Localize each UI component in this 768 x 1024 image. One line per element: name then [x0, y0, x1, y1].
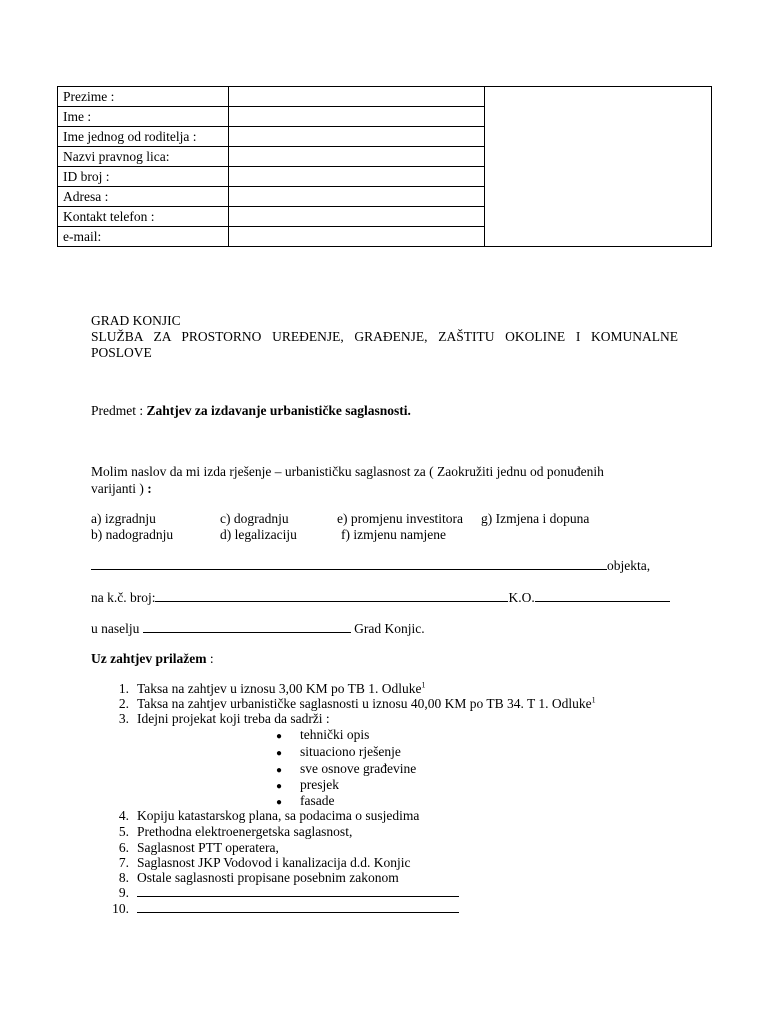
- list-text: Prethodna elektroenergetska saglasnost,: [137, 824, 353, 839]
- subject-label: Predmet :: [91, 403, 144, 418]
- list-item: [107, 885, 459, 901]
- blank-fill-line[interactable]: [137, 885, 459, 897]
- settlement-label: u naselju: [91, 621, 140, 636]
- bullet-item: [276, 744, 401, 760]
- option-e[interactable]: e) promjenu investitora: [337, 511, 463, 526]
- settlement-fill-line[interactable]: [143, 621, 351, 633]
- attachments-heading-text: Uz zahtjev prilažem: [91, 651, 207, 666]
- label-legal-entity: Nazvi pravnog lica:: [58, 147, 229, 167]
- bullet-text: sve osnove građevine: [300, 761, 417, 776]
- list-number: 5.: [118, 824, 129, 839]
- list-number: 1.: [118, 681, 129, 696]
- request-line-2: [91, 481, 152, 497]
- option-f[interactable]: f) izmjenu namjene: [341, 527, 446, 542]
- label-email: e-mail:: [58, 227, 229, 247]
- list-item: [107, 901, 459, 917]
- object-fill-line[interactable]: [91, 558, 607, 570]
- option-a[interactable]: a) izgradnju: [91, 511, 156, 526]
- label-name: Ime :: [58, 107, 229, 127]
- bullet-icon: ●: [276, 748, 283, 759]
- attachments-heading: [91, 651, 214, 667]
- ko-fill-line[interactable]: [535, 590, 670, 602]
- list-number: 6.: [118, 840, 129, 855]
- parent-name-field[interactable]: [229, 127, 485, 147]
- blank-fill-line[interactable]: [137, 901, 459, 913]
- bullet-icon: ●: [276, 765, 283, 776]
- settlement-suffix: Grad Konjic.: [354, 621, 425, 636]
- phone-field[interactable]: [229, 207, 485, 227]
- option-g[interactable]: g) Izmjena i dopuna: [481, 511, 590, 526]
- recipient-block: [91, 313, 678, 361]
- subject-title: Zahtjev za izdavanje urbanističke saglasnosti.: [146, 403, 411, 418]
- list-text: Kopiju katastarskog plana, sa podacima o susjedima: [137, 808, 420, 823]
- list-item: [107, 808, 419, 824]
- table-row: [58, 87, 712, 107]
- label-surname: Prezime :: [58, 87, 229, 107]
- list-number: 9.: [118, 885, 129, 900]
- object-line: [91, 558, 650, 574]
- list-number: 4.: [118, 808, 129, 823]
- list-number: 2.: [118, 696, 129, 711]
- request-line-2-text: varijanti ): [91, 481, 148, 496]
- department-line-2: POSLOVE: [91, 345, 152, 360]
- ko-label: K.O.: [508, 590, 535, 605]
- option-b[interactable]: b) nadogradnju: [91, 527, 174, 542]
- bullet-icon: ●: [276, 797, 283, 808]
- label-phone: Kontakt telefon :: [58, 207, 229, 227]
- list-text: Ostale saglasnosti propisane posebnim zakonom: [137, 870, 399, 885]
- list-text: Idejni projekat koji treba da sadrži :: [137, 711, 330, 726]
- list-number: 8.: [118, 870, 129, 885]
- label-parent-name: Ime jednog od roditelja :: [58, 127, 229, 147]
- surname-field[interactable]: [229, 87, 485, 107]
- list-item: [107, 855, 410, 871]
- bullet-text: fasade: [300, 793, 335, 808]
- name-field[interactable]: [229, 107, 485, 127]
- settlement-line: [91, 621, 425, 637]
- bullet-item: [276, 793, 334, 809]
- list-item: [107, 840, 279, 856]
- label-id-number: ID broj :: [58, 167, 229, 187]
- footnote-marker: 1: [591, 695, 596, 705]
- email-field[interactable]: [229, 227, 485, 247]
- attachments-heading-colon: :: [206, 651, 214, 666]
- subject-line: [91, 403, 411, 419]
- list-item: [107, 824, 352, 840]
- applicant-info-table: [57, 86, 712, 247]
- bullet-text: tehnički opis: [300, 727, 370, 742]
- list-text: Saglasnost PTT operatera,: [137, 840, 279, 855]
- department-line-1: SLUŽBA ZA PROSTORNO UREĐENJE, GRAĐENJE, ZAŠTITU OKOLINE I KOMUNALNE: [91, 329, 678, 344]
- option-c[interactable]: c) dogradnju: [220, 511, 289, 526]
- footnote-marker: 1: [421, 680, 426, 690]
- legal-entity-field[interactable]: [229, 147, 485, 167]
- parcel-label: na k.č. broj:: [91, 590, 156, 605]
- label-address: Adresa :: [58, 187, 229, 207]
- list-item: [107, 870, 399, 886]
- request-line-2-colon: :: [147, 481, 152, 496]
- bullet-item: [276, 777, 339, 793]
- list-text: Taksa na zahtjev urbanističke saglasnosti u iznosu 40,00 KM po TB 34. T 1. Odluke: [137, 696, 592, 711]
- list-text: Taksa na zahtjev u iznosu 3,00 KM po TB 1. Odluke: [137, 681, 422, 696]
- parcel-line: [91, 590, 670, 606]
- bullet-text: presjek: [300, 777, 339, 792]
- list-item: [107, 696, 596, 712]
- list-number: 3.: [118, 711, 129, 726]
- list-item: [107, 711, 330, 727]
- parcel-fill-line[interactable]: [155, 590, 508, 602]
- address-field[interactable]: [229, 187, 485, 207]
- bullet-icon: ●: [276, 781, 283, 792]
- bullet-item: [276, 761, 416, 777]
- list-number: 7.: [118, 855, 129, 870]
- id-number-field[interactable]: [229, 167, 485, 187]
- request-line-1: Molim naslov da mi izda rješenje – urbanističku saglasnost za ( Zaokružiti jednu od ponuđenih: [91, 464, 604, 479]
- bullet-icon: ●: [276, 731, 283, 742]
- city-name: GRAD KONJIC: [91, 313, 181, 328]
- photo-box: [485, 87, 712, 247]
- bullet-text: situaciono rješenje: [300, 744, 401, 759]
- object-label: objekta,: [607, 558, 651, 573]
- list-text: Saglasnost JKP Vodovod i kanalizacija d.d. Konjic: [137, 855, 411, 870]
- bullet-item: [276, 727, 369, 743]
- list-number: 10.: [112, 901, 129, 916]
- list-item: [107, 681, 426, 697]
- option-d[interactable]: d) legalizaciju: [220, 527, 297, 542]
